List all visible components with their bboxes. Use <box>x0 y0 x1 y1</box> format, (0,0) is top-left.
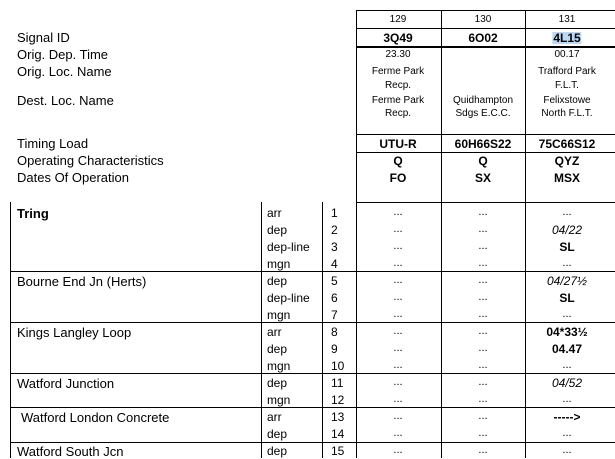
row-cell-129: ... <box>393 240 403 252</box>
row-number: 6 <box>331 291 338 305</box>
row-cell-130: ... <box>478 308 488 320</box>
row-cell-131: ... <box>562 393 572 405</box>
row-cell-130: ... <box>478 240 488 252</box>
row-number: 11 <box>331 376 344 390</box>
row-cell-130: ... <box>478 393 488 405</box>
row-cell-131: ... <box>562 257 572 269</box>
col-130-op-char: Q <box>478 154 488 168</box>
row-type: dep <box>267 376 288 390</box>
row-cell-130: ... <box>478 257 488 269</box>
row-type: mgn <box>267 308 291 322</box>
row-type: mgn <box>267 393 291 407</box>
row-cell-129: ... <box>393 376 403 388</box>
row-type: dep-line <box>267 240 310 254</box>
row-number: 4 <box>331 257 338 271</box>
label-dates: Dates Of Operation <box>17 170 129 185</box>
label-orig-loc: Orig. Loc. Name <box>17 64 112 79</box>
row-cell-129: ... <box>393 342 403 354</box>
left-border <box>10 202 11 458</box>
timing-top-rule <box>356 134 615 135</box>
row-cell-129: ... <box>393 308 403 320</box>
row-cell-129: ... <box>393 206 403 218</box>
row-location: Watford South Jcn <box>17 444 124 459</box>
col-131-orig-line1: Trafford Park <box>538 66 596 77</box>
row-number: 3 <box>331 240 338 254</box>
row-number: 2 <box>331 223 338 237</box>
row-cell-131: ... <box>562 359 572 371</box>
row-cell-129: ... <box>393 325 403 337</box>
label-op-char: Operating Characteristics <box>17 153 164 168</box>
row-location: Bourne End Jn (Herts) <box>17 274 147 289</box>
col-131-dest-line1: Felixstowe <box>543 95 591 106</box>
header-bottom-rule <box>356 202 615 203</box>
col-129-orig-line2: Recp. <box>384 80 412 91</box>
row-cell-131: -----> <box>553 410 581 424</box>
row-cell-130: ... <box>478 342 488 354</box>
label-timing-load: Timing Load <box>17 136 89 151</box>
row-type: mgn <box>267 257 291 271</box>
row-type: dep <box>267 427 288 441</box>
signal-row-rule <box>356 28 615 29</box>
row-cell-130: ... <box>478 223 488 235</box>
row-number: 14 <box>331 427 345 441</box>
row-type: dep <box>267 444 288 458</box>
col-130-timing-load: 60H66S22 <box>454 137 512 151</box>
col-131-timing-load: 75C66S12 <box>538 137 596 151</box>
row-cell-129: ... <box>393 410 403 422</box>
row-cell-131: ... <box>562 444 572 456</box>
col-129-dates: FO <box>389 171 407 185</box>
row-location: Tring <box>17 206 49 221</box>
row-type: arr <box>267 410 282 424</box>
row-cell-130: ... <box>478 274 488 286</box>
col-129-signal-id: 3Q49 <box>383 31 413 45</box>
row-cell-129: ... <box>393 257 403 269</box>
col-131-number: 131 <box>558 14 576 25</box>
row-number: 1 <box>331 206 338 220</box>
col-130-dest-line2: Sdgs E.C.C. <box>455 108 511 119</box>
col-130-dates: SX <box>474 171 492 185</box>
row-number: 5 <box>331 274 338 288</box>
col-131-dates: MSX <box>553 171 581 185</box>
label-dep-time: Orig. Dep. Time <box>17 47 109 62</box>
col-129-timing-load: UTU-R <box>379 137 417 151</box>
row-number: 10 <box>331 359 345 373</box>
col-129-dest-line1: Ferme Park <box>371 95 425 106</box>
timing-bottom-rule <box>356 152 615 153</box>
row-cell-131: SL <box>559 291 575 305</box>
row-cell-130: ... <box>478 291 488 303</box>
label-dest-loc: Dest. Loc. Name <box>17 93 114 108</box>
col-131-dest-line2: North F.L.T. <box>541 108 593 119</box>
col-129-op-char: Q <box>393 154 403 168</box>
row-type: arr <box>267 206 282 220</box>
row-number: 12 <box>331 393 345 407</box>
row-type: mgn <box>267 359 291 373</box>
row-cell-131: SL <box>559 240 575 254</box>
row-number: 13 <box>331 410 345 424</box>
row-number: 7 <box>331 308 338 322</box>
row-type: dep <box>267 342 288 356</box>
col-129-orig-line1: Ferme Park <box>371 66 425 77</box>
signal-bottom-rule <box>356 46 615 48</box>
row-cell-131: 04.47 <box>551 342 583 356</box>
row-number: 15 <box>331 444 345 458</box>
col-131-op-char: QYZ <box>554 154 580 168</box>
row-cell-131: ... <box>562 427 572 439</box>
col-130-dest-line1: Quidhampton <box>452 95 514 106</box>
row-cell-130: ... <box>478 359 488 371</box>
row-location: Watford Junction <box>17 376 115 391</box>
row-cell-130: ... <box>478 444 488 456</box>
row-cell-131: 04/22 <box>551 223 583 237</box>
row-cell-129: ... <box>393 427 403 439</box>
row-cell-131: ... <box>562 308 572 320</box>
location-divider <box>261 202 262 458</box>
row-cell-131: 04/27½ <box>546 274 588 288</box>
col-130-signal-id: 6O02 <box>468 31 498 45</box>
row-cell-131: ... <box>562 206 572 218</box>
row-type: dep <box>267 223 288 237</box>
row-cell-129: ... <box>393 359 403 371</box>
row-cell-131: 04/52 <box>551 376 583 390</box>
row-number: 9 <box>331 342 338 356</box>
row-cell-129: ... <box>393 393 403 405</box>
type-divider <box>322 202 323 458</box>
col-131-dep-time: 00.17 <box>554 49 580 60</box>
col-131-left <box>525 10 526 458</box>
col-129-dep-time: 23.30 <box>385 49 411 60</box>
row-cell-129: ... <box>393 274 403 286</box>
col-131-orig-line2: F.L.T. <box>555 80 579 91</box>
row-cell-130: ... <box>478 206 488 218</box>
col-129-dest-line2: Recp. <box>384 108 412 119</box>
col-131-signal-id[interactable]: 4L15 <box>553 31 581 45</box>
row-type: dep-line <box>267 291 310 305</box>
col-129-number: 129 <box>389 14 407 25</box>
top-rule <box>356 10 615 11</box>
row-cell-129: ... <box>393 444 403 456</box>
row-cell-129: ... <box>393 223 403 235</box>
row-type: dep <box>267 274 288 288</box>
row-cell-130: ... <box>478 325 488 337</box>
row-type: arr <box>267 325 282 339</box>
row-cell-130: ... <box>478 376 488 388</box>
label-signal-id: Signal ID <box>17 30 70 45</box>
col-129-left <box>356 10 357 458</box>
row-location: Kings Langley Loop <box>17 325 132 340</box>
row-location: Watford London Concrete <box>21 410 170 425</box>
row-cell-131: 04*33½ <box>546 325 588 339</box>
row-cell-130: ... <box>478 427 488 439</box>
col-130-number: 130 <box>474 14 492 25</box>
col-130-left <box>441 10 442 458</box>
row-cell-129: ... <box>393 291 403 303</box>
row-number: 8 <box>331 325 338 339</box>
row-cell-130: ... <box>478 410 488 422</box>
